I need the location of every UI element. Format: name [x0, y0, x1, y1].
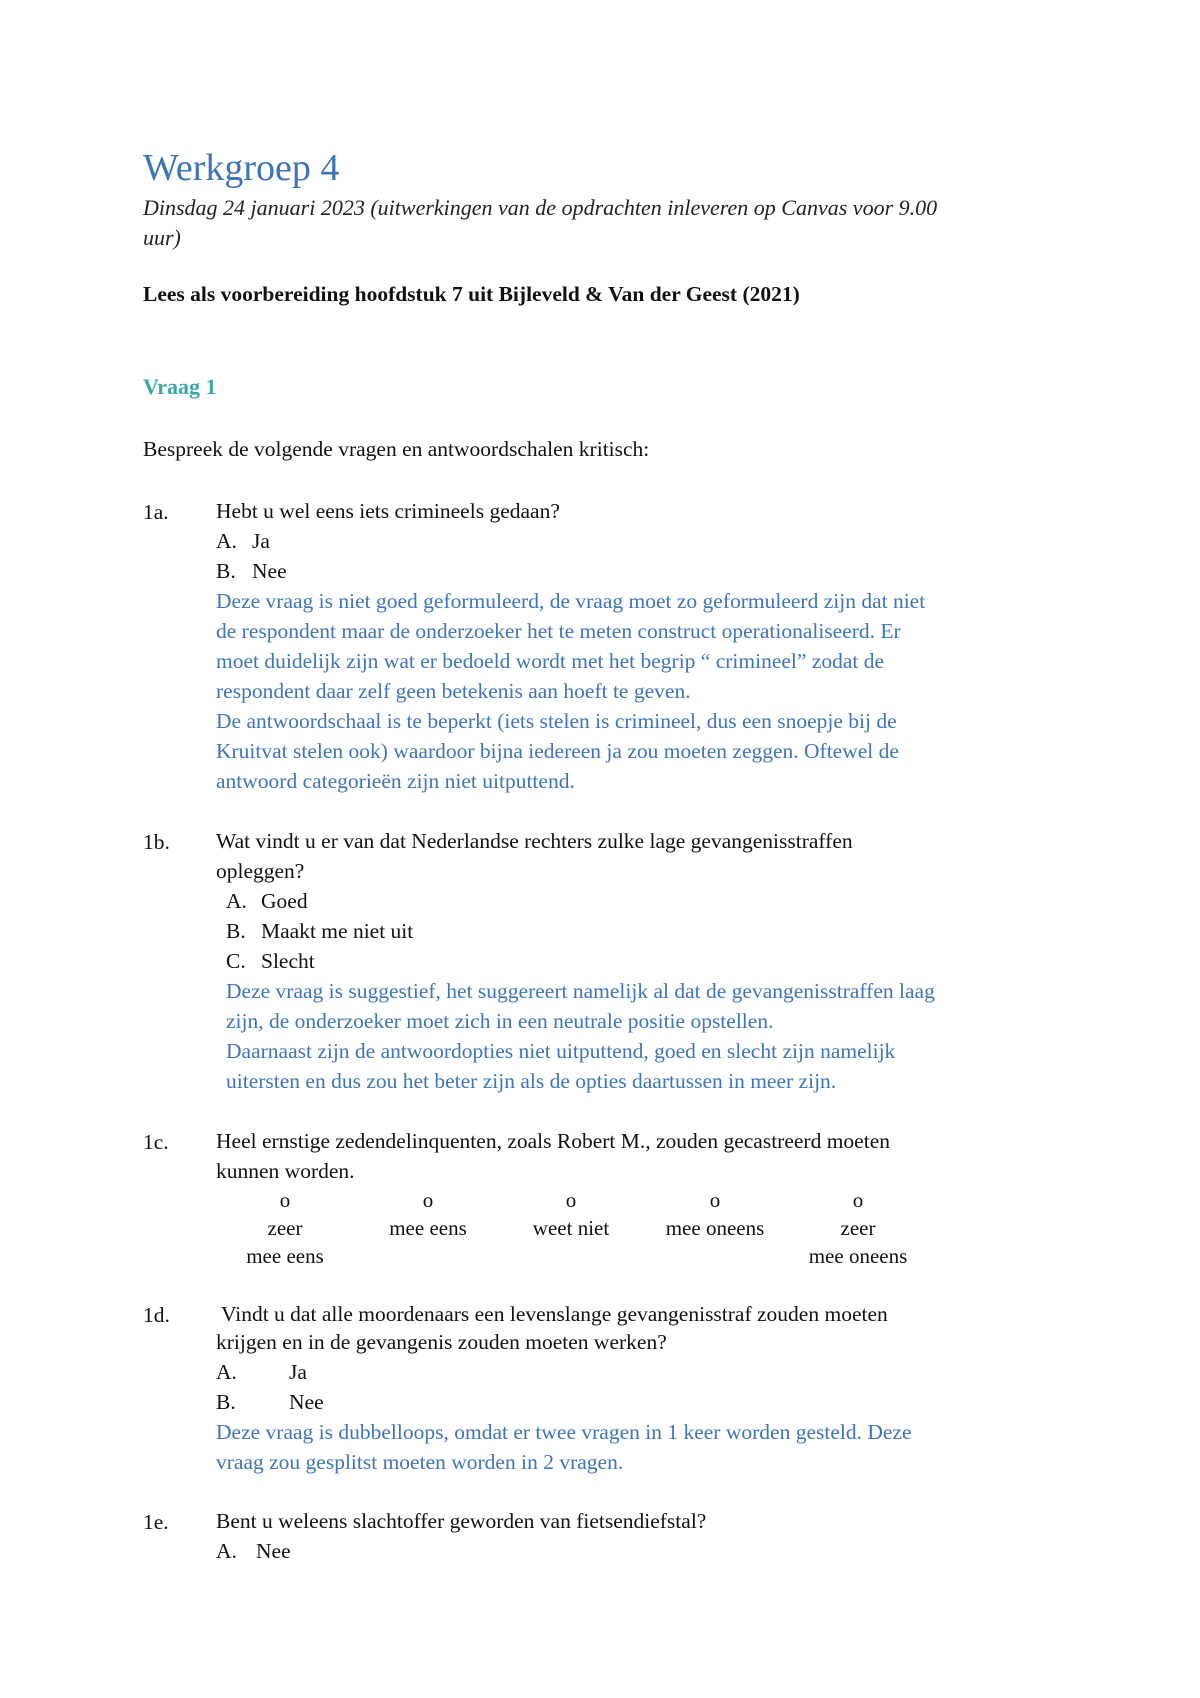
document-subtitle	[143, 193, 937, 253]
question-line: opleggen?	[216, 859, 305, 883]
question-text: Bent u weleens slachtoffer geworden van fietsendiefstal?	[216, 1509, 707, 1533]
scale-option-disagree	[640, 1186, 790, 1242]
document-title: Werkgroep 4	[143, 147, 340, 189]
answer-line: respondent daar zelf geen betekenis aan hoeft te geven.	[216, 679, 691, 703]
scale-option-agree	[353, 1186, 503, 1242]
option-label: Ja	[252, 529, 270, 553]
question-number: 1d.	[143, 1303, 170, 1327]
question-number: 1c.	[143, 1130, 169, 1154]
answer-line: moet duidelijk zijn wat er bedoeld wordt met het begrip “ crimineel” zodat de	[216, 649, 885, 673]
question-number: 1b.	[143, 830, 170, 854]
answer-line: vraag zou gesplitst moeten worden in 2 vragen.	[216, 1450, 624, 1474]
answer-line: Kruitvat stelen ook) waardoor bijna iedereen ja zou moeten zeggen. Oftewel de	[216, 739, 899, 763]
subtitle-line: Dinsdag 24 januari 2023 (uitwerkingen van de opdrachten inleveren op Canvas voor 9.00	[143, 195, 938, 220]
scale-option-neutral	[496, 1186, 646, 1242]
option-label: Goed	[261, 889, 308, 913]
scale-option-strongly-agree	[210, 1186, 360, 1270]
option-letter: B.	[226, 919, 246, 943]
intro-text: Bespreek de volgende vragen en antwoordschalen kritisch:	[143, 437, 650, 461]
option-letter: A.	[226, 889, 247, 913]
answer-line: De antwoordschaal is te beperkt (iets stelen is crimineel, dus een snoepje bij de	[216, 709, 897, 733]
question-text	[216, 1126, 890, 1186]
answer-line: Deze vraag is suggestief, het suggereert namelijk al dat de gevangenisstraffen laag	[226, 979, 935, 1003]
preparation-instruction: Lees als voorbereiding hoofdstuk 7 uit Bijleveld & Van der Geest (2021)	[143, 282, 800, 306]
scale-label: mee eens	[389, 1216, 467, 1240]
question-text	[216, 1327, 667, 1357]
option-label: Nee	[256, 1539, 291, 1563]
scale-option-strongly-disagree	[783, 1186, 933, 1270]
question-heading: Vraag 1	[143, 374, 217, 399]
option-label: Nee	[252, 559, 287, 583]
answer-paragraph	[226, 976, 935, 1096]
question-line: Vindt u dat alle moordenaars een levenslange gevangenisstraf zouden moeten	[221, 1302, 888, 1326]
answer-paragraph	[216, 586, 925, 796]
question-text: Hebt u wel eens iets crimineels gedaan?	[216, 499, 560, 523]
question-number: 1e.	[143, 1510, 169, 1534]
answer-line: zijn, de onderzoeker moet zich in een neutrale positie opstellen.	[226, 1009, 774, 1033]
scale-label: mee eens	[246, 1244, 324, 1268]
option-letter: A.	[216, 529, 237, 553]
question-line: kunnen worden.	[216, 1159, 355, 1183]
option-letter: B.	[216, 559, 236, 583]
subtitle-line: uur)	[143, 225, 181, 250]
option-letter: B.	[216, 1390, 236, 1414]
answer-line: Deze vraag is dubbelloops, omdat er twee vragen in 1 keer worden gesteld. Deze	[216, 1420, 912, 1444]
radio-mark: o	[565, 1188, 577, 1212]
question-number: 1a.	[143, 500, 169, 524]
answer-line: antwoord categorieën zijn niet uitputtend.	[216, 769, 575, 793]
question-text	[216, 826, 853, 886]
option-label: Maakt me niet uit	[261, 919, 414, 943]
scale-label: zeer	[840, 1216, 876, 1240]
question-line: Wat vindt u er van dat Nederlandse rechters zulke lage gevangenisstraffen	[216, 829, 853, 853]
radio-mark: o	[709, 1188, 721, 1212]
option-letter: C.	[226, 949, 246, 973]
answer-line: Deze vraag is niet goed geformuleerd, de vraag moet zo geformuleerd zijn dat niet	[216, 589, 926, 613]
question-text	[221, 1299, 888, 1329]
answer-line: Daarnaast zijn de antwoordopties niet uitputtend, goed en slecht zijn namelijk	[226, 1039, 896, 1063]
question-line: krijgen en in de gevangenis zouden moeten werken?	[216, 1330, 667, 1354]
radio-mark: o	[422, 1188, 434, 1212]
scale-label: zeer	[267, 1216, 303, 1240]
scale-label: weet niet	[532, 1216, 610, 1240]
option-letter: A.	[216, 1539, 237, 1563]
option-label: Nee	[289, 1390, 324, 1414]
question-line: Heel ernstige zedendelinquenten, zoals Robert M., zouden gecastreerd moeten	[216, 1129, 890, 1153]
answer-line: de respondent maar de onderzoeker het te meten construct operationaliseerd. Er	[216, 619, 901, 643]
radio-mark: o	[852, 1188, 864, 1212]
option-label: Slecht	[261, 949, 315, 973]
answer-line: uitersten en dus zou het beter zijn als de opties daartussen in meer zijn.	[226, 1069, 837, 1093]
radio-mark: o	[279, 1188, 291, 1212]
scale-label: mee oneens	[808, 1244, 908, 1268]
option-letter: A.	[216, 1360, 237, 1384]
option-label: Ja	[289, 1360, 307, 1384]
scale-label: mee oneens	[665, 1216, 765, 1240]
answer-paragraph	[216, 1417, 912, 1477]
